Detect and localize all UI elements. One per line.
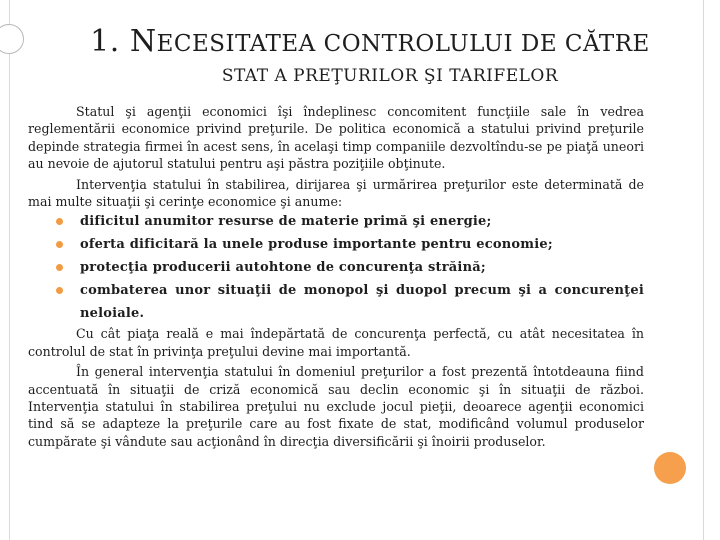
slide-body	[28, 103, 644, 450]
title-initial: 1. N	[90, 24, 157, 59]
list-item	[56, 256, 644, 279]
list-item-text: protecţia producerii autohtone de concurenţa străină;	[80, 260, 486, 276]
list-item	[56, 210, 644, 233]
paragraph-3: Cu cât piaţa reală e mai îndepărtată de concurenţa perfectă, cu atât necesitatea în controlul de stat în privinţa preţului devine mai importantă.	[28, 326, 644, 359]
paragraph-1: Statul şi agenţii economici îşi îndeplinesc concomitent funcţiile sale în vedrea reglementării economice privind preţurile. De politica economică a statului privind preţurile depinde strategia firmei în acest sens, în acelaşi timp companiile dezvoltîndu-se pe piaţă uneori au nevoie de ajutorul statului pentru aşi păstra poziţiile obţinute.	[28, 104, 644, 172]
list-item-text: dificitul anumitor resurse de materie primă şi energie;	[80, 214, 492, 230]
bullet-dot-icon	[56, 241, 63, 248]
list-item	[56, 233, 644, 256]
bullet-dot-icon	[56, 264, 63, 271]
bullet-dot-icon	[56, 287, 63, 294]
list-item-text: combaterea unor situaţii de monopol şi duopol precum şi a concurenţei neloiale.	[80, 283, 644, 322]
slide-title-line-2: STAT A PREŢURILOR ŞI TARIFELOR	[221, 66, 559, 86]
list-item	[56, 279, 644, 325]
list-item-text: oferta dificitară la unele produse importante pentru economie;	[80, 237, 553, 253]
paragraph-2: Intervenţia statului în stabilirea, dirijarea şi urmărirea preţurilor este determinată de mai multe situaţii şi cerinţe economice şi anume:	[28, 176, 644, 210]
title-rest: ECESITATEA CONTROLULUI DE CĂTRE	[156, 31, 650, 57]
slide-title-line-1	[0, 24, 720, 59]
paragraph-4: În general intervenţia statului în domeniul preţurilor a fost prezentă întotdeauna fiind accentuată în situaţii de criză economică sau declin economic şi în situaţii de război. Intervenţia statului în stabilirea preţului nu exclude jocul pieţii, deoarece agenţii economici tind să se adapteze la preţurile care au fost fixate de stat, modificând volumul produselor cumpărate şi vândute sau acţionând în direcţia diversificării şi înoirii produselor.	[28, 364, 644, 449]
bullet-list	[28, 210, 644, 325]
bullet-dot-icon	[56, 218, 63, 225]
decorative-circle-orange	[654, 452, 686, 484]
